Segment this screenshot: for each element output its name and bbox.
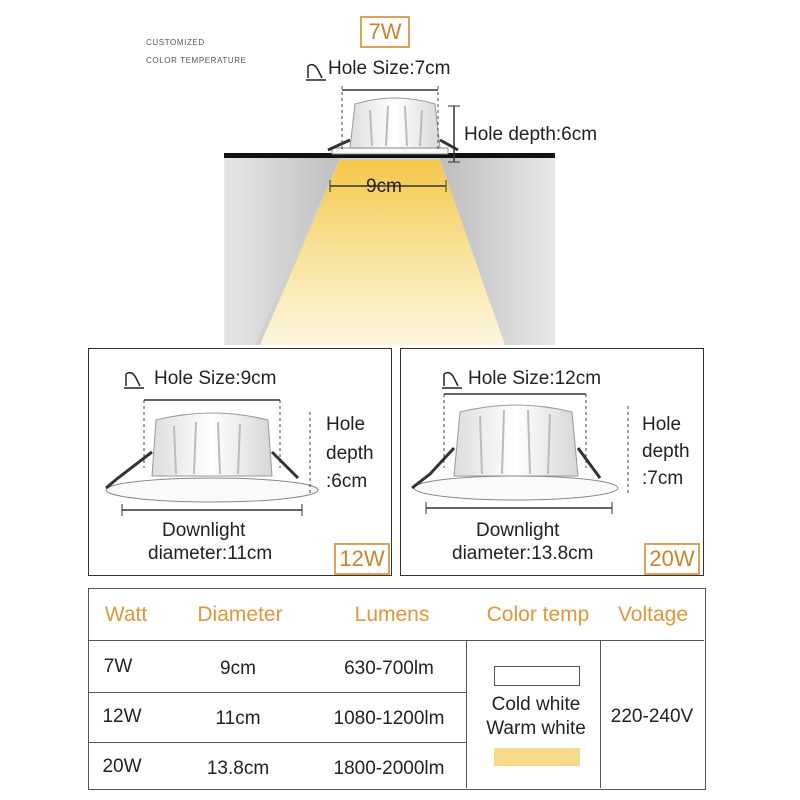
row3-diameter: 13.8cm: [206, 758, 270, 779]
downlight-line2-20w: diameter:13.8cm: [452, 543, 594, 564]
header-watt: Watt: [104, 603, 148, 626]
color-temp-warm: Warm white: [486, 718, 586, 739]
hole-saw-icon: [306, 65, 326, 80]
hole-depth-label-7w: Hole depth:6cm: [464, 124, 598, 145]
downlight-line2-12w: diameter:11cm: [148, 543, 273, 564]
hole-depth-line3-12w: :6cm: [326, 471, 368, 492]
header-voltage: Voltage: [617, 603, 689, 626]
hole-depth-line2-12w: depth: [326, 443, 374, 464]
hole-saw-icon: [124, 373, 144, 388]
downlight-line1-12w: Downlight: [162, 520, 246, 541]
downlight-body: [350, 98, 440, 148]
row1-watt: 7W: [103, 656, 133, 677]
top-installation-diagram: [0, 0, 800, 345]
wattage-badge-20w: 20W: [644, 543, 700, 575]
customized-label: CUSTOMIZED: [146, 38, 205, 47]
hole-size-label-20w: Hole Size:12cm: [468, 368, 602, 389]
row2-watt: 12W: [102, 706, 142, 727]
row1-diameter: 9cm: [220, 658, 256, 679]
header-color-temp: Color temp: [486, 603, 590, 626]
hole-depth-line3-20w: :7cm: [642, 468, 684, 489]
color-temp-cold: Cold white: [491, 694, 581, 715]
beam-width-label: 9cm: [366, 176, 402, 197]
wattage-badge-7w: 7W: [360, 16, 410, 48]
hole-size-label-12w: Hole Size:9cm: [154, 368, 277, 389]
header-diameter: Diameter: [197, 603, 283, 626]
row3-watt: 20W: [102, 756, 142, 777]
hole-depth-line2-20w: depth: [642, 441, 690, 462]
cold-white-swatch: [494, 666, 580, 686]
hole-depth-line1-12w: Hole: [326, 414, 366, 435]
downlight-line1-20w: Downlight: [476, 520, 560, 541]
color-temperature-label: COLOR TEMPERATURE: [146, 56, 247, 65]
row2-diameter: 11cm: [215, 708, 261, 729]
voltage-value: 220-240V: [610, 706, 694, 727]
row3-lumens: 1800-2000lm: [333, 758, 445, 779]
hole-saw-icon: [442, 373, 462, 388]
hole-depth-line1-20w: Hole: [642, 414, 682, 435]
hole-size-label-7w: Hole Size:7cm: [328, 58, 451, 79]
row2-lumens: 1080-1200lm: [333, 708, 445, 729]
downlight-flange: [332, 148, 448, 154]
warm-white-swatch: [494, 748, 580, 766]
wattage-badge-12w: 12W: [334, 543, 390, 575]
header-lumens: Lumens: [354, 603, 430, 626]
row1-lumens: 630-700lm: [344, 658, 434, 679]
